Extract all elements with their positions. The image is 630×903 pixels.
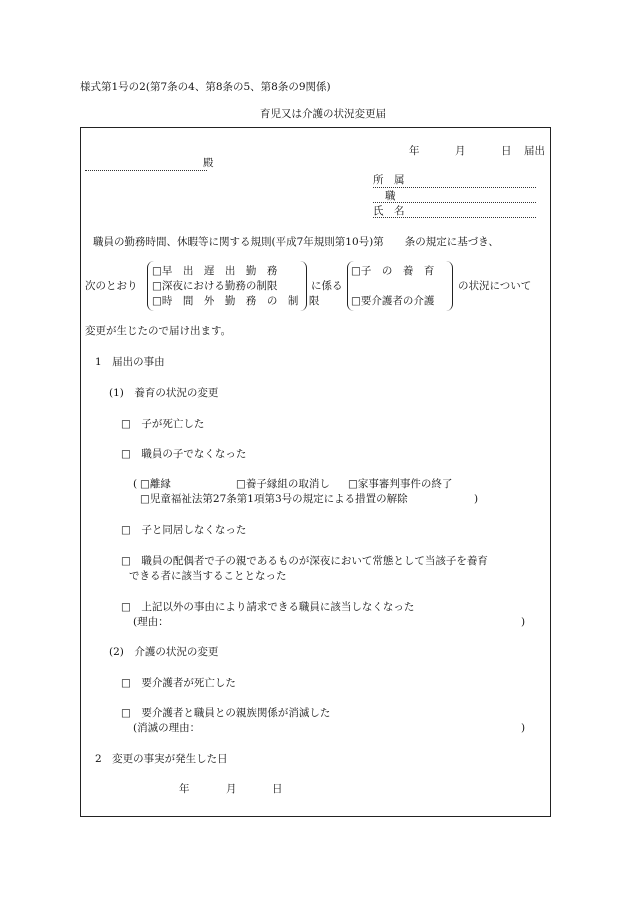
submit-label: 届出	[524, 145, 545, 157]
position-field[interactable]	[373, 202, 536, 203]
sub1-heading: (1) 養育の状況の変更	[109, 387, 219, 399]
submit-month: 月	[455, 145, 466, 157]
item-not-living-together[interactable]: □ 子と同居しなくなった	[121, 524, 247, 536]
affiliation-label: 所 属	[373, 174, 405, 186]
intro-line3: 変更が生じたので届け出ます。	[85, 325, 232, 337]
affiliation-field[interactable]	[373, 187, 536, 188]
item-care-recipient-died[interactable]: □ 要介護者が死亡した	[121, 677, 236, 689]
relation-ended-close-paren: )	[521, 722, 526, 734]
item-child-died[interactable]: □ 子が死亡した	[121, 418, 205, 430]
care-option-child[interactable]: □子 の 養 育	[351, 265, 435, 277]
submit-day: 日	[501, 145, 512, 157]
position-label: 職	[385, 190, 396, 202]
reason-divorce[interactable]: □離縁	[140, 478, 171, 490]
work-option-night-limit[interactable]: □深夜における勤務の制限	[152, 280, 278, 292]
item-other-reason[interactable]: □ 上記以外の事由により請求できる職員に該当しなくなった	[121, 601, 415, 613]
change-month: 月	[226, 783, 237, 795]
section2-heading: 2 変更の事実が発生した日	[95, 753, 228, 765]
addressee-field[interactable]	[85, 170, 207, 171]
item-spouse-can-raise[interactable]: □ 職員の配偶者で子の親であるものが深夜において常態として当該子を養育	[121, 555, 488, 567]
reason-close-paren: )	[474, 493, 479, 505]
section1-heading: 1 届出の事由	[95, 356, 165, 368]
form-title: 育児又は介護の状況変更届	[260, 108, 386, 120]
relating-text: に係る	[311, 280, 343, 292]
other-reason-close-paren: )	[521, 616, 526, 628]
reason-family-court[interactable]: □家事審判事件の終了	[348, 478, 453, 490]
relation-ended-reason-label: (消滅の理由：	[133, 722, 201, 734]
submit-year: 年	[409, 145, 420, 157]
change-year: 年	[179, 783, 190, 795]
name-label: 氏 名	[373, 205, 405, 217]
form-box	[80, 127, 551, 817]
reason-open-paren: (	[133, 478, 138, 490]
item-spouse-can-raise-cont: できる者に該当することとなった	[129, 570, 287, 582]
reason-adoption-cancel[interactable]: □養子縁組の取消し	[236, 478, 330, 490]
sub2-heading: (2) 介護の状況の変更	[109, 646, 219, 658]
name-field[interactable]	[373, 217, 536, 218]
intro-line1: 職員の勤務時間、休暇等に関する規則(平成7年規則第10号)第 条の規定に基づき、	[93, 236, 499, 248]
as-follows-text: 次のとおり	[85, 280, 138, 292]
item-no-longer-child[interactable]: □ 職員の子でなくなった	[121, 448, 247, 460]
work-option-early-late[interactable]: □早 出 遅 出 勤 務	[152, 265, 278, 277]
other-reason-label: (理由：	[133, 616, 169, 628]
addressee-suffix: 殿	[203, 157, 214, 169]
status-about-text: の状況について	[458, 280, 532, 292]
work-option-overtime-limit[interactable]: □時 間 外 勤 務 の 制 限	[152, 295, 320, 307]
change-day: 日	[272, 783, 283, 795]
form-number: 様式第1号の2(第7条の4、第8条の5、第8条の9関係)	[80, 81, 331, 93]
reason-child-welfare[interactable]: □児童福祉法第27条第1項第3号の規定による措置の解除	[140, 493, 408, 505]
care-option-nursing[interactable]: □要介護者の介護	[351, 295, 435, 307]
item-relation-ended[interactable]: □ 要介護者と職員との親族関係が消滅した	[121, 707, 331, 719]
